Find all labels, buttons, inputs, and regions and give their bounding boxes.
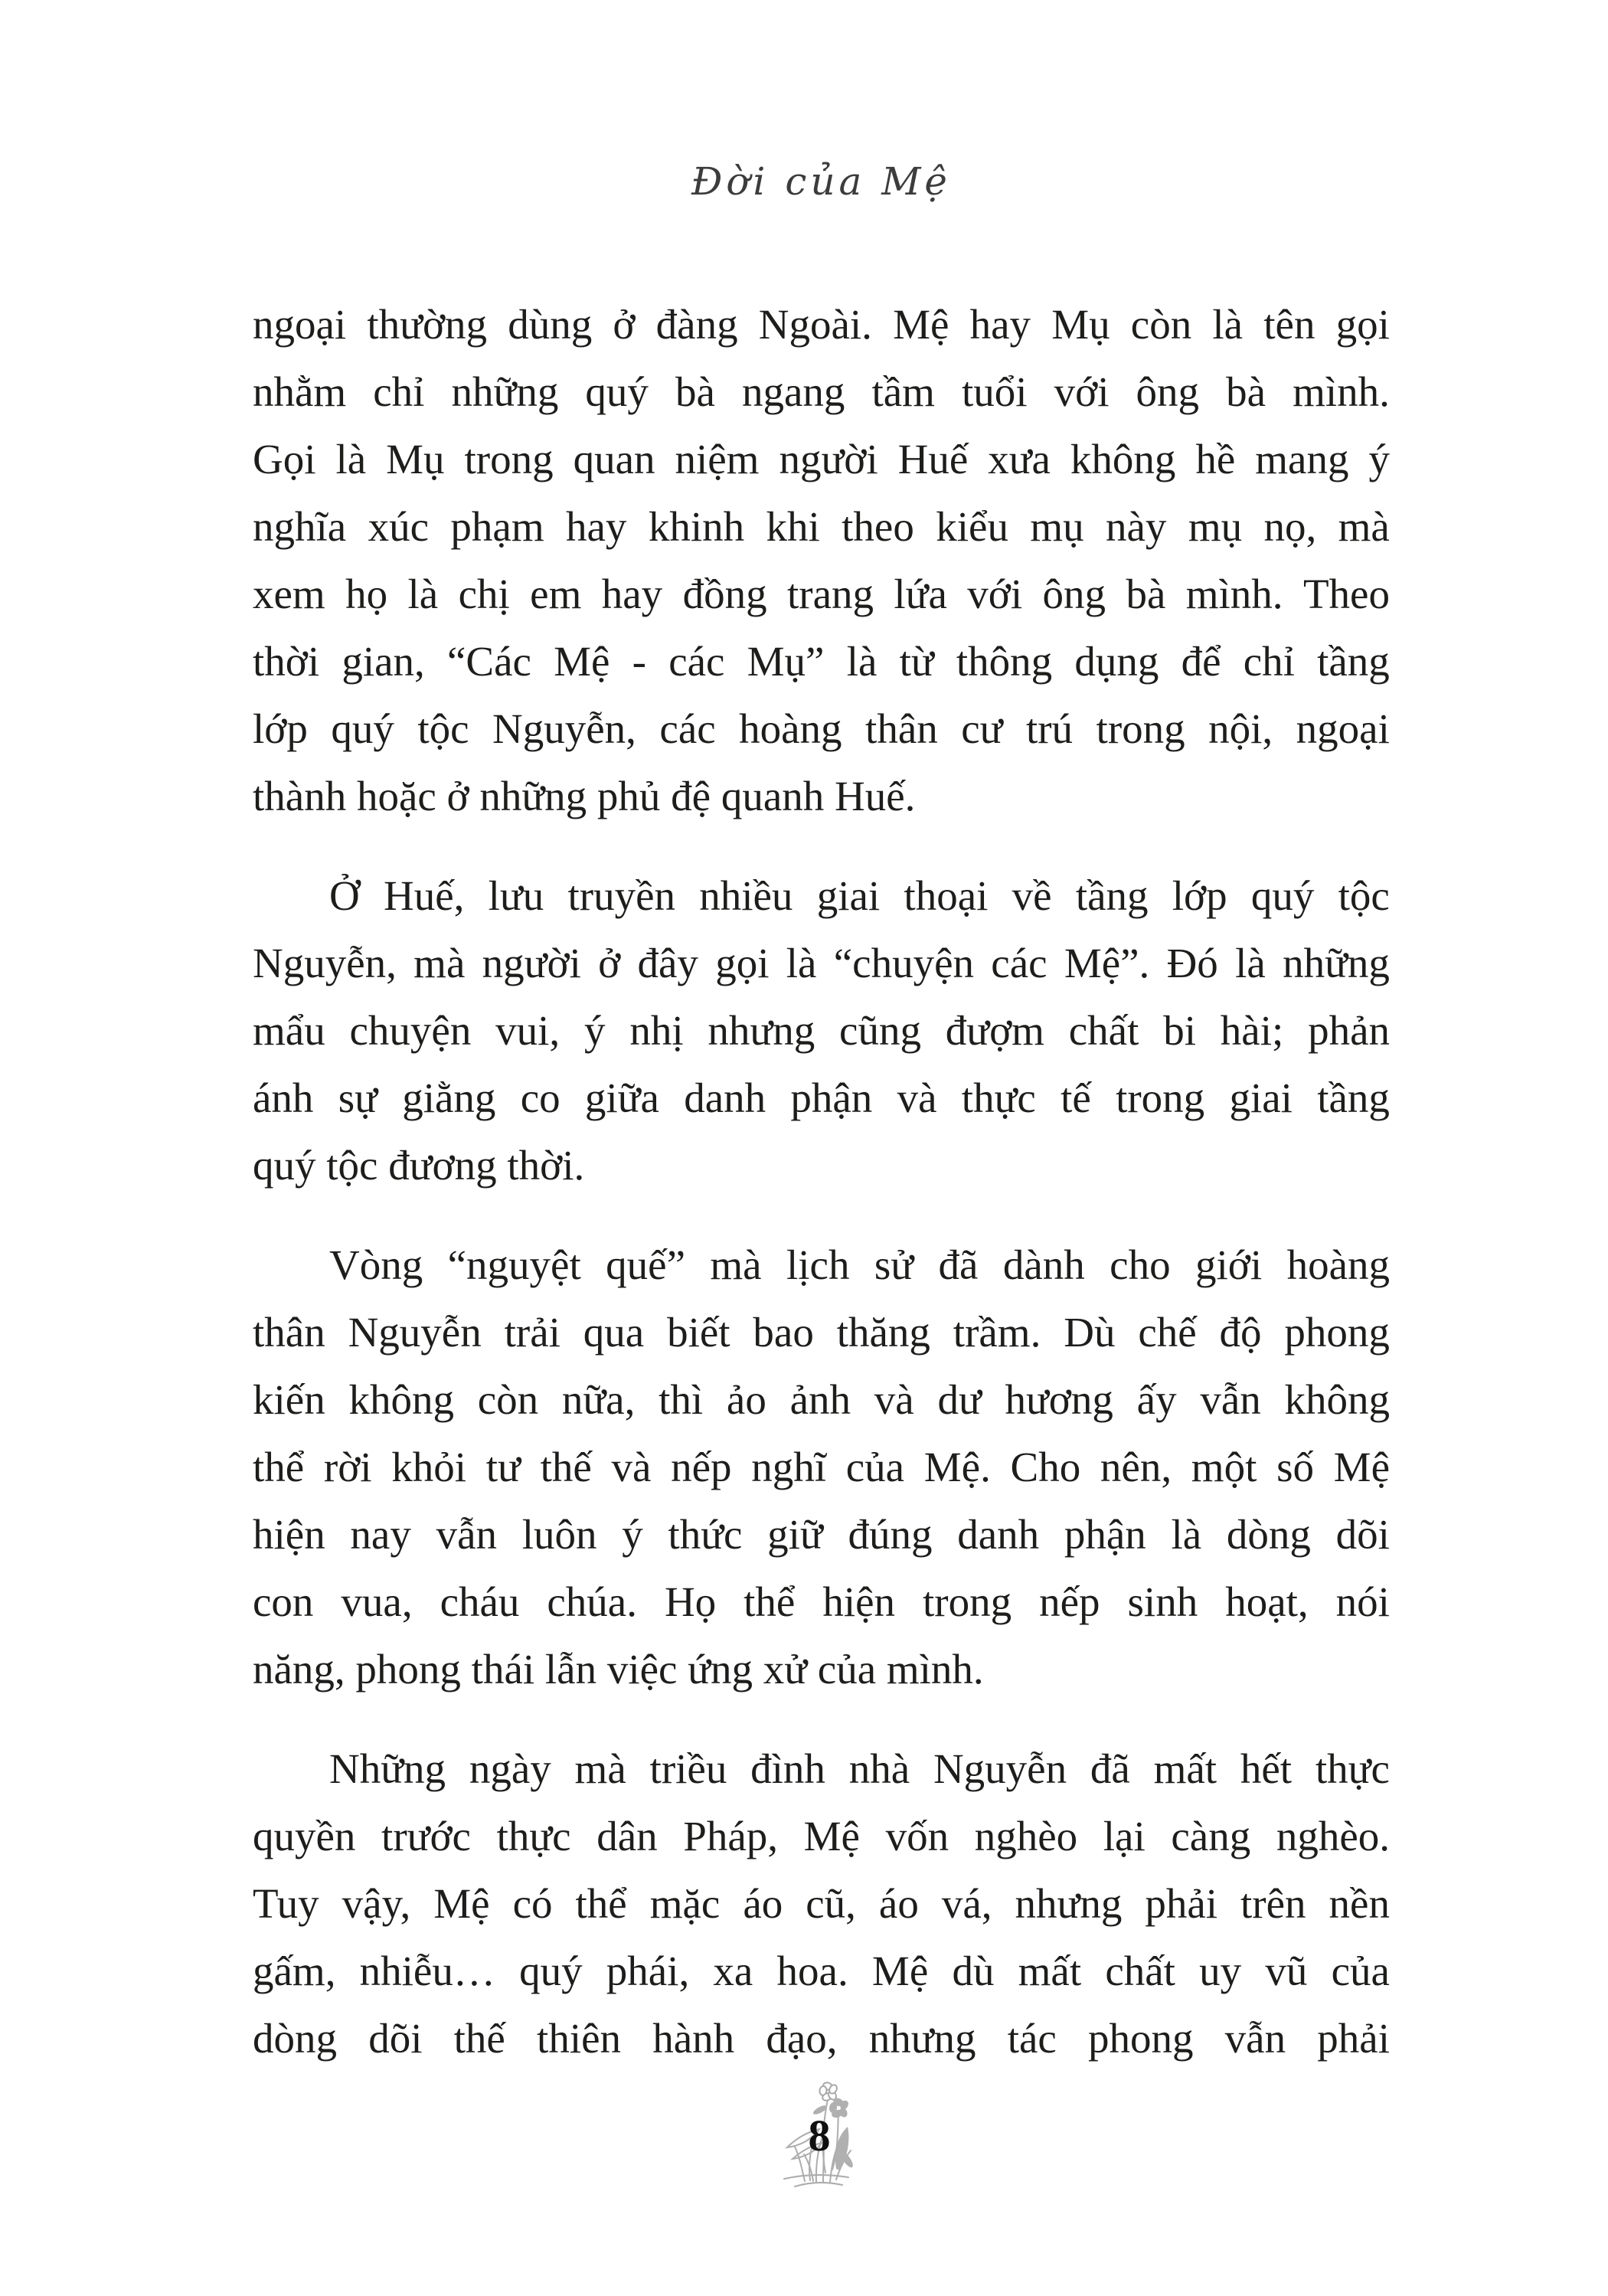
text-line: nghĩa xúc phạm hay khinh khi theo kiểu mụ này mụ nọ, mà bbox=[253, 503, 1390, 550]
text-line: Những ngày mà triều đình nhà Nguyễn đã mất hết thực bbox=[329, 1745, 1390, 1792]
text-line: Nguyễn, mà người ở đây gọi là “chuyện các Mệ”. Đó là những bbox=[253, 940, 1390, 986]
text-line: Vòng “nguyệt quế” mà lịch sử đã dành cho giới hoàng bbox=[329, 1241, 1390, 1288]
text-line: mẩu chuyện vui, ý nhị nhưng cũng đượm chất bi hài; phản bbox=[253, 1007, 1390, 1054]
text-line: Ở Huế, lưu truyền nhiều giai thoại về tầng lớp quý tộc bbox=[329, 872, 1390, 919]
text-line: năng, phong thái lẫn việc ứng xử của mình. bbox=[253, 1646, 984, 1693]
body-text bbox=[253, 291, 1390, 2072]
text-line: con vua, cháu chúa. Họ thể hiện trong nếp sinh hoạt, nói bbox=[253, 1578, 1390, 1625]
text-line: quý tộc đương thời. bbox=[253, 1142, 585, 1189]
text-line: ngoại thường dùng ở đàng Ngoài. Mệ hay Mụ còn là tên gọi bbox=[253, 301, 1390, 348]
text-line: gấm, nhiễu… quý phái, xa hoa. Mệ dù mất chất uy vũ của bbox=[253, 1948, 1390, 1994]
text-line: quyền trước thực dân Pháp, Mệ vốn nghèo lại càng nghèo. bbox=[253, 1813, 1390, 1859]
text-line: thể rời khỏi tư thế và nếp nghĩ của Mệ. Cho nên, một số Mệ bbox=[253, 1444, 1390, 1490]
paragraph bbox=[253, 1735, 1390, 2072]
text-line: hiện nay vẫn luôn ý thức giữ đúng danh phận là dòng dõi bbox=[253, 1511, 1390, 1558]
text-line: thân Nguyễn trải qua biết bao thăng trầm. Dù chế độ phong bbox=[253, 1309, 1390, 1356]
text-line: thành hoặc ở những phủ đệ quanh Huế. bbox=[253, 773, 916, 819]
paragraph bbox=[253, 1231, 1390, 1703]
text-line: Tuy vậy, Mệ có thể mặc áo cũ, áo vá, nhưng phải trên nền bbox=[253, 1880, 1390, 1927]
page-header-title: Đời của Mệ bbox=[691, 159, 952, 204]
text-line: lớp quý tộc Nguyễn, các hoàng thân cư trú trong nội, ngoại bbox=[253, 705, 1390, 752]
text-line: dòng dõi thế thiên hành đạo, nhưng tác phong vẫn phải bbox=[253, 2015, 1390, 2062]
paragraph bbox=[253, 862, 1390, 1199]
text-line: ánh sự giằng co giữa danh phận và thực tế trong giai tầng bbox=[253, 1074, 1390, 1121]
text-line: nhằm chỉ những quý bà ngang tầm tuổi với ông bà mình. bbox=[253, 368, 1390, 415]
paragraph bbox=[253, 291, 1390, 830]
text-line: Gọi là Mụ trong quan niệm người Huế xưa không hề mang ý bbox=[253, 436, 1390, 482]
text-line: thời gian, “Các Mệ - các Mụ” là từ thông dụng để chỉ tầng bbox=[253, 638, 1390, 685]
text-line: kiến không còn nữa, thì ảo ảnh và dư hương ấy vẫn không bbox=[253, 1376, 1390, 1423]
text-line: xem họ là chị em hay đồng trang lứa với ông bà mình. Theo bbox=[253, 571, 1390, 617]
page-number: 8 bbox=[808, 2111, 831, 2160]
